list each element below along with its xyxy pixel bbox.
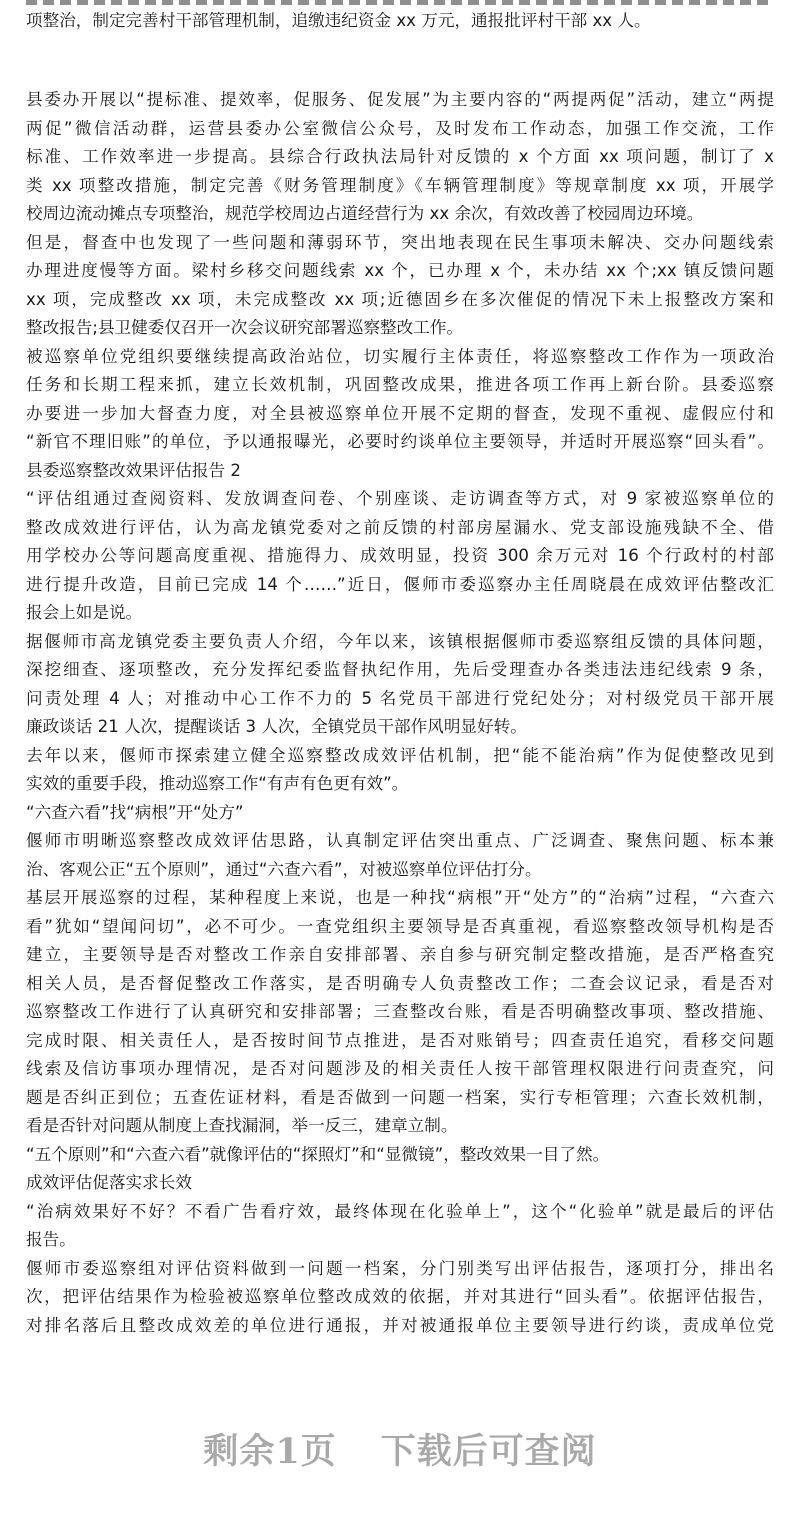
text-line: 相关人员，是否督促整改工作落实，是否明确专人负责整改工作；二查会议记录，看是否对 — [26, 973, 774, 993]
text-line: 办要进一步加大督查力度，对全县被巡察单位开展不定期的督查，发现不重视、虚假应付和 — [26, 403, 774, 423]
text-line: 进行提升改造，目前已完成 14 个……”近日，偃师市委巡察办主任周晓晨在成效评估整改汇 — [26, 574, 774, 594]
paragraph — [26, 86, 774, 229]
paragraph — [26, 827, 774, 884]
download-to-read-label[interactable]: 下载后可查阅 — [380, 1431, 597, 1472]
text-line: 报告。 — [26, 1230, 76, 1249]
paragraph — [26, 343, 774, 457]
text-line: “五个原则”和“六查六看”就像评估的“探照灯”和“显微镜”，整改效果一目了然。 — [26, 1144, 610, 1164]
paragraph — [26, 1255, 774, 1341]
text-line: 线索及信访事项办理情况，是否对问题涉及的相关责任人按干部管理权限进行问责查究，问 — [26, 1059, 774, 1078]
text-line: xx 项，完成整改 xx 项，未完成整改 xx 项;近德固乡在多次催促的情况下未上报整改方案和 — [26, 289, 774, 309]
text-line: 次，把评估结果作为检验被巡察单位整改成效的依据，并对其进行“回头看”。依据评估报告， — [26, 1287, 774, 1306]
document-body — [26, 86, 774, 1340]
text-line: 完成时限、相关责任人，是否按时间节点推进，是否对账销号；四查责任追究，看移交问题 — [26, 1030, 774, 1050]
paragraph — [26, 1141, 774, 1170]
text-line: 廉政谈话 21 人次，提醒谈话 3 人次，全镇党员干部作风明显好转。 — [26, 717, 527, 736]
text-line: 成效评估促落实求长效 — [26, 1173, 192, 1192]
text-line: 标准、工作效率进一步提高。县综合行政执法局针对反馈的 x 个方面 xx 项问题，制订了 x — [26, 147, 774, 166]
document-intro — [26, 0, 774, 35]
text-line: 县委巡察整改效果评估报告 2 — [26, 460, 241, 480]
text-line: 任务和长期工程来抓，建立长效机制，巩固整改成果，推进各项工作再上新台阶。县委巡察 — [26, 375, 774, 394]
paragraph — [26, 229, 774, 343]
text-line: “六查六看”找“病根”开“处方” — [26, 802, 244, 822]
text-line: 校周边流动摊点专项整治，规范学校周边占道经营行为 xx 余次，有效改善了校园周边环境。 — [26, 204, 704, 223]
text-line: “治病效果好不好？不看广告看疗效，最终体现在化验单上”，这个“化验单”就是最后的评估 — [26, 1201, 774, 1221]
text-line: 整改报告;县卫健委仅召开一次会议研究部署巡察整改工作。 — [26, 318, 464, 337]
text-line: 偃师市明晰巡察整改成效评估思路，认真制定评估突出重点、广泛调查、聚焦问题、标本兼 — [26, 831, 774, 850]
text-line: 实效的重要手段，推动巡察工作“有声有色更有效”。 — [26, 774, 409, 793]
cut-off-line — [26, 0, 774, 7]
text-line: “新官不理旧账”的单位，予以通报曝光，必要时约谈单位主要领导，并适时开展巡察“回头看”。 — [26, 432, 774, 451]
download-prompt[interactable] — [0, 1424, 800, 1474]
text-line: 题是否纠正到位；五查佐证材料，看是否做到一问题一档案，实行专柜管理；六查长效机制， — [26, 1087, 774, 1107]
text-line: 建立，主要领导是否对整改工作亲自安排部署、亲自参与研究制定整改措施，是否严格查究 — [26, 945, 774, 964]
text-line: 县委办开展以“提标准、提效率，促服务、促发展”为主要内容的“两提两促”活动，建立“两提 — [26, 90, 774, 109]
text-line: 两促”微信活动群，运营县委办公室微信公众号，及时发布工作动态，加强工作交流，工作 — [26, 118, 774, 138]
remaining-pages-label: 剩余1页 — [203, 1431, 337, 1472]
paragraph — [26, 799, 774, 828]
text-line: 但是，督查中也发现了一些问题和薄弱环节，突出地表现在民生事项未解决、交办问题线索 — [26, 232, 774, 252]
text-line: 去年以来，偃师市探索建立健全巡察整改成效评估机制，把“能不能治病”作为促使整改见到 — [26, 745, 774, 765]
text-line: 项整治，制定完善村干部管理机制，追缴违纪资金 xx 万元，通报批评村干部 xx 人。 — [26, 10, 651, 30]
text-line: 看”犹如“望闻问切”，必不可少。一查党组织主要领导是否真重视，看巡察整改领导机构是否 — [26, 916, 774, 936]
paragraph — [26, 1169, 774, 1198]
text-line: 报会上如是说。 — [26, 603, 143, 622]
text-line: 类 xx 项整改措施，制定完善《财务管理制度》《车辆管理制度》等规章制度 xx 项，开展学 — [26, 175, 774, 195]
paragraph — [26, 884, 774, 1141]
text-line: 深挖细查、逐项整改，充分发挥纪委监督执纪作用，先后受理查办各类违法违纪线索 9 条， — [26, 660, 774, 679]
paragraph — [26, 457, 774, 486]
paragraph — [26, 485, 774, 628]
text-line: 基层开展巡察的过程，某种程度上来说，也是一种找“病根”开“处方”的“治病”过程，“六查六 — [26, 888, 774, 907]
text-line: 用学校办公等问题高度重视、措施得力、成效明显，投资 300 余万元对 16 个行政村的村部 — [26, 546, 774, 565]
text-line: 办理进度慢等方面。梁村乡移交问题线索 xx 个，已办理 x 个，未办结 xx 个;xx 镇反馈问题 — [26, 261, 774, 280]
text-line: 治、客观公正“五个原则”，通过“六查六看”，对被巡察单位评估打分。 — [26, 859, 542, 879]
paragraph — [26, 1198, 774, 1255]
text-line: 整改成效进行评估，认为高龙镇党委对之前反馈的村部房屋漏水、党支部设施残缺不全、借 — [26, 517, 774, 537]
text-line: 问责处理 4 人；对推动中心工作不力的 5 名党员干部进行党纪处分；对村级党员干部开展 — [26, 688, 774, 708]
text-line: 据偃师市高龙镇党委主要负责人介绍，今年以来，该镇根据偃师市委巡察组反馈的具体问题， — [26, 631, 774, 651]
text-line: 偃师市委巡察组对评估资料做到一问题一档案，分门别类写出评估报告，逐项打分，排出名 — [26, 1258, 774, 1278]
text-line: 被巡察单位党组织要继续提高政治站位，切实履行主体责任，将巡察整改工作作为一项政治 — [26, 346, 774, 366]
text-line: 对排名落后且整改成效差的单位进行通报，并对被通报单位主要领导进行约谈，责成单位党 — [26, 1315, 774, 1335]
text-line: 看是否针对问题从制度上查找漏洞，举一反三，建章立制。 — [26, 1116, 458, 1135]
paragraph — [26, 628, 774, 742]
text-line: 巡察整改工作进行了认真研究和安排部署；三查整改台账，看是否明确整改事项、整改措施、 — [26, 1002, 774, 1021]
paragraph — [26, 742, 774, 799]
text-line: “评估组通过查阅资料、发放调查问卷、个别座谈、走访调查等方式，对 9 家被巡察单位的 — [26, 489, 774, 508]
